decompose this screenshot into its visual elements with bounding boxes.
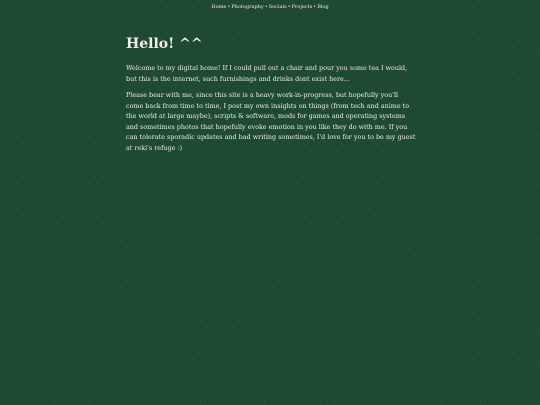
main-content [126, 34, 416, 153]
nav-link-blog[interactable]: Blog [317, 4, 329, 10]
nav-separator: • [264, 4, 268, 10]
nav-link-socials[interactable]: Socials [268, 4, 287, 10]
intro-paragraph: Please bear with me, since this site is a heavy work-in-progress, but hopefully you'll come back from time to time, I post my own insights on things (from tech and anime to the world at large maybe), scripts & software, mods for games and operating systems and sometimes photos that hopefully evoke emotion in you like they do with me. If you can tolerate sporadic updates and bad writing sometimes, I'd love for you to be my guest at reki's refuge :) [126, 91, 416, 152]
page-title: Hello! ^^ [126, 36, 203, 52]
nav-link-home[interactable]: Home [211, 4, 227, 10]
nav-separator: • [227, 4, 231, 10]
nav-link-photography[interactable]: Photography [231, 4, 264, 10]
welcome-paragraph: Welcome to my digital home! If I could pull out a chair and pour you some tea I would, but this is the internet, such furnishings and drinks dont exist here... [126, 64, 408, 83]
nav-link-projects[interactable]: Projects [291, 4, 313, 10]
nav-separator: • [313, 4, 317, 10]
nav-separator: • [287, 4, 291, 10]
top-navigation [0, 4, 540, 11]
